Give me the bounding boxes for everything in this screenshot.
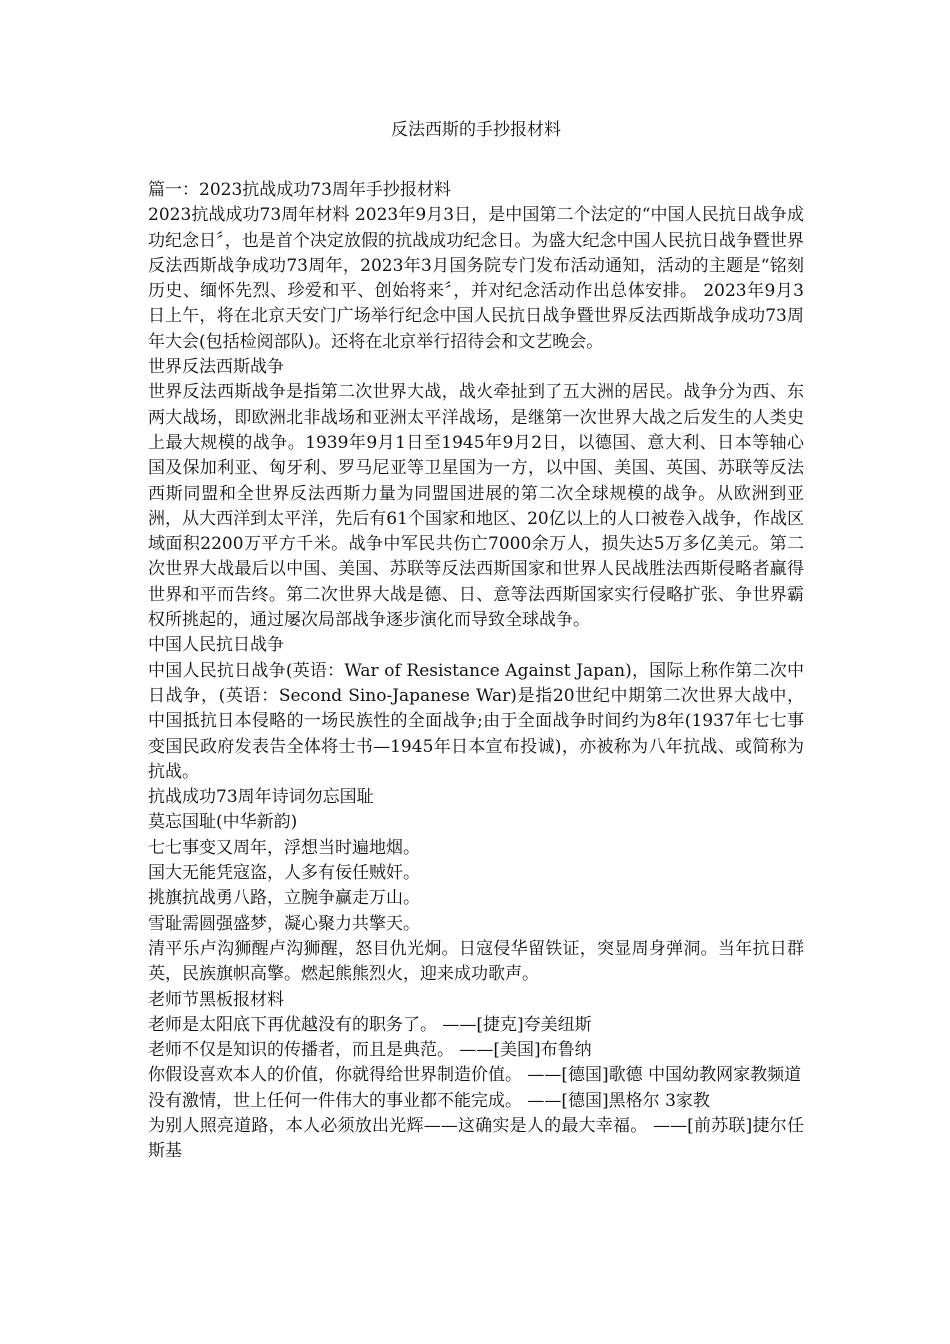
paragraph-world-war: 世界反法西斯战争是指第二次世界大战，战火牵扯到了五大洲的居民。战争分为西、东两大战场，即欧洲北非战场和亚洲太平洋战场，是继第一次世界大战之后发生的人类史上最大规模的战争。1939年9月1日至1945年9月2日，以德国、意大利、日本等轴心国及保加利亚、匈牙利、罗马尼亚等卫星国为一方，以中国、美国、英国、苏联等反法西斯同盟和全世界反法西斯力量为同盟国进展的第二次全球规模的战争。从欧洲到亚洲，从大西洋到太平洋，先后有61个国家和地区、20亿以上的人口被卷入战争，作战区域面积2200万平方千米。战争中军民共伤亡7000余万人，损失达5万多亿美元。第二次世界大战最后以中国、美国、苏联等反法西斯国家和世界人民战胜法西斯侵略者赢得世界和平而告终。第二次世界大战是德、日、意等法西斯国家实行侵略扩张、争世界霸权所挑起的，通过屡次局部战争逐步演化而导致全球战争。 — [148, 382, 804, 631]
section-heading-chapter-one: 篇一：2023抗战成功73周年手抄报材料 — [148, 180, 451, 200]
quote-line: 没有激情，世上任何一件伟大的事业都不能完成。 ——[德国]黑格尔 3家教 — [148, 1090, 710, 1111]
paragraph-ci-poem: 清平乐卢沟狮醒卢沟狮醒，怒目仇光炯。日寇侵华留铁证，突显周身弹洞。当年抗日群英，民族旗帜高擎。燃起熊熊烈火，迎来成功歌声。 — [148, 938, 804, 985]
poem-line: 雪耻需圆强盛梦，凝心聚力共擎天。 — [148, 913, 420, 934]
section-heading-teachers-day: 老师节黑板报材料 — [148, 989, 284, 1010]
paragraph-resistance-war: 中国人民抗日战争(英语：War of Resistance Against Japan)，国际上称作第二次中日战争，(英语：Second Sino-Japanese War)是指20世纪中期第二次世界大战中，中国抵抗日本侵略的一场民族性的全面战争;由于全面战争时间约为8年(1937年七七事变国民政府发表告全体将士书—1945年日本宣布投诚)，亦被称为八年抗战、或简称为抗战。 — [148, 660, 804, 782]
section-heading-poems: 抗战成功73周年诗词勿忘国耻 — [148, 787, 374, 808]
quote-line: 你假设喜欢本人的价值，你就得给世界制造价值。 ——[德国]歌德 中国幼教网家教频道 — [148, 1065, 802, 1086]
poem-line: 挑旗抗战勇八路，立腕争赢走万山。 — [148, 888, 420, 909]
document-page — [148, 118, 804, 1165]
quote-line: 老师不仅是知识的传播者，而且是典范。 ——[美国]布鲁纳 — [148, 1040, 592, 1061]
poem-line: 七七事变又周年，浮想当时遍地烟。 — [148, 837, 420, 858]
paragraph-anniversary-intro: 2023抗战成功73周年材料 2023年9月3日，是中国第二个法定的“中国人民抗日战争成功纪念日〞，也是首个决定放假的抗战成功纪念日。为盛大纪念中国人民抗日战争暨世界反法西斯战争成功73周年，2023年3月国务院专门发布活动通知，活动的主题是“铭刻历史、缅怀先烈、珍爱和平、创始将来〞，并对纪念活动作出总体安排。 2023年9月3日上午，将在北京天安门广场举行纪念中国人民抗日战争暨世界反法西斯战争成功73周年大会(包括检阅部队)。还将在北京举行招待会和文艺晚会。 — [148, 205, 804, 352]
quote-line: 为别人照亮道路，本人必须放出光辉——这确实是人的最大幸福。 ——[前苏联]捷尔任斯基 — [148, 1115, 804, 1162]
quote-line: 老师是太阳底下再优越没有的职务了。 ——[捷克]夸美纽斯 — [148, 1014, 592, 1035]
poem-title: 莫忘国耻(中华新韵) — [148, 812, 298, 833]
section-heading-resistance-war: 中国人民抗日战争 — [148, 635, 284, 656]
section-heading-world-war: 世界反法西斯战争 — [148, 357, 284, 378]
poem-line: 国大无能凭寇盗，人多有佞任贼奸。 — [148, 863, 420, 884]
document-title: 反法西斯的手抄报材料 — [391, 120, 561, 140]
